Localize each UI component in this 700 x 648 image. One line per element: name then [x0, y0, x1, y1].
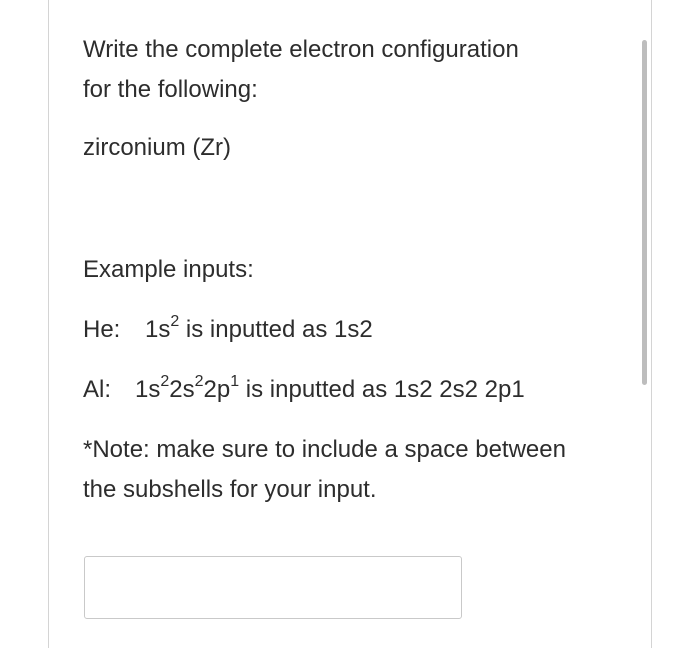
note-line-2: the subshells for your input.: [83, 476, 377, 503]
example-al-text: is inputted as 1s2 2s2 2p1: [239, 376, 525, 403]
element-name: zirconium (Zr): [83, 134, 231, 161]
note-line-1: *Note: make sure to include a space between: [83, 436, 566, 463]
example-he-text: is inputted as 1s2: [179, 316, 373, 343]
example-he-prefix: He:: [83, 316, 121, 343]
question-prompt: [83, 30, 643, 110]
question-content: [83, 30, 643, 510]
example-title: Example inputs:: [83, 256, 254, 283]
question-line-2: for the following:: [83, 76, 258, 103]
example-al: [83, 370, 643, 410]
example-he: [83, 310, 643, 350]
example-al-config: $1s^22s^22p^1$: [135, 373, 240, 403]
example-al-prefix: Al:: [83, 376, 112, 403]
note-text: [83, 430, 643, 510]
example-he-config: $1s^2$: [145, 313, 180, 343]
answer-input[interactable]: [84, 556, 462, 619]
question-line-1: Write the complete electron configuration: [83, 36, 519, 63]
